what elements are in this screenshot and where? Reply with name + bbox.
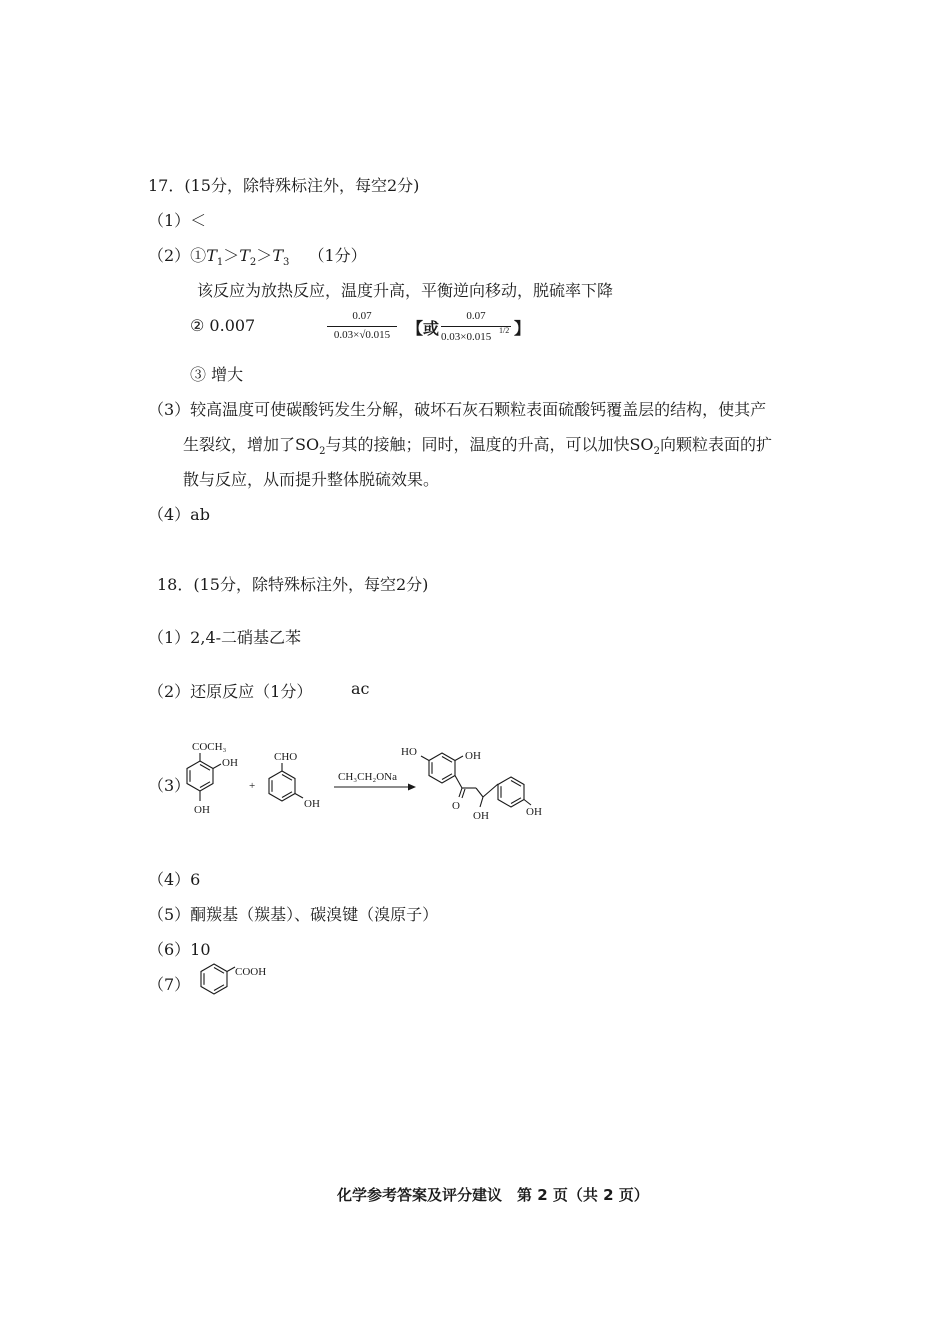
product-carbonyl-o: O — [452, 800, 460, 812]
q18-part2-answer: ac — [351, 679, 370, 698]
q17-part1: （1）＜ — [148, 211, 207, 230]
q18-part7-label: （7） — [148, 975, 191, 994]
temp-t3: T — [272, 246, 283, 265]
temp-t1-sub: 1 — [216, 257, 224, 269]
q18-part4: （4）6 — [148, 870, 201, 889]
product-ho: HO — [401, 746, 417, 758]
q17-header: 17．(15分，除特殊标注外，每空2分) — [148, 176, 420, 195]
q17-part3-line3: 散与反应，从而提升整体脱硫效果。 — [183, 470, 440, 489]
reactant1-oh-ortho: OH — [222, 757, 238, 769]
fraction-2 — [441, 310, 511, 346]
reagent-label: CH₃CH₂ONa — [338, 771, 398, 783]
or-close-bracket: 】 — [514, 319, 531, 338]
temp-t3-sub: 3 — [282, 257, 290, 269]
product-oh-right: OH — [526, 806, 542, 818]
product-oh-top: OH — [465, 750, 481, 762]
reactant2-cho: CHO — [274, 751, 298, 763]
carboxyl-group: COOH — [235, 966, 267, 978]
q17-part4: （4）ab — [148, 505, 210, 524]
reactant1-oh-para: OH — [194, 804, 210, 816]
fraction-1-numerator: 0.07 — [352, 310, 372, 322]
temp-t2-sub: 2 — [249, 257, 257, 269]
q18-part2-label: （2）还原反应（1分） — [148, 682, 313, 701]
so2-sub-2: 2 — [653, 446, 660, 458]
q17-part2-prefix: （2）① — [148, 246, 207, 265]
product-oh-mid: OH — [473, 810, 489, 822]
q17-part3-line2 — [183, 432, 772, 457]
q17-part2-line — [148, 243, 367, 268]
reactant1-coch3: COCH₃ — [192, 741, 227, 753]
q17-part3-line1: （3）较高温度可使碳酸钙发生分解，破坏石灰石颗粒表面硫酸钙覆盖层的结构，使其产 — [148, 400, 767, 419]
reactant2-oh: OH — [304, 798, 320, 810]
q18-part1: （1）2,4-二硝基乙苯 — [148, 628, 302, 647]
so2-sub-1: 2 — [319, 446, 326, 458]
gt-sign-1: ＞ — [223, 246, 240, 265]
q18-part3-label: （3） — [148, 776, 191, 795]
fraction-2-numerator: 0.07 — [466, 310, 486, 322]
plus-sign: + — [249, 780, 256, 792]
temp-t1: T — [206, 246, 217, 265]
q17-part3-line2a: 生裂纹，增加了SO — [183, 435, 320, 454]
page-footer: 化学参考答案及评分建议 第 2 页（共 2 页） — [337, 1186, 649, 1204]
gt-sign-2: ＞ — [256, 246, 273, 265]
q17-part2-iii: ③ 增大 — [190, 365, 244, 384]
q17-part2-explain: 该反应为放热反应，温度升高，平衡逆向移动，脱硫率下降 — [197, 281, 614, 300]
q17-part3-line2b: 与其的接触；同时，温度的升高，可以加快SO — [325, 435, 654, 454]
fraction-1 — [327, 310, 397, 344]
fraction-1-denominator: 0.03×√0.015 — [333, 329, 391, 341]
reaction-scheme — [170, 735, 560, 830]
q18-part6: （6）10 — [148, 940, 211, 959]
fraction-2-exponent: 1/2 — [499, 326, 510, 335]
q17-part2-score: （1分） — [308, 246, 367, 265]
fraction-1-bar — [327, 326, 397, 327]
fraction-2-denominator: 0.03×0.015 — [441, 331, 492, 343]
q18-header: 18．(15分，除特殊标注外，每空2分) — [157, 575, 429, 594]
q17-part2-ii: ② 0.007 — [190, 316, 256, 335]
benzoic-acid-structure — [190, 958, 280, 1000]
q18-part5: （5）酮羰基（羰基）、碳溴键（溴原子） — [148, 905, 439, 924]
q17-part3-line2c: 向颗粒表面的扩 — [659, 435, 772, 454]
temp-t2: T — [239, 246, 250, 265]
or-open-bracket: 【或 — [407, 319, 440, 338]
